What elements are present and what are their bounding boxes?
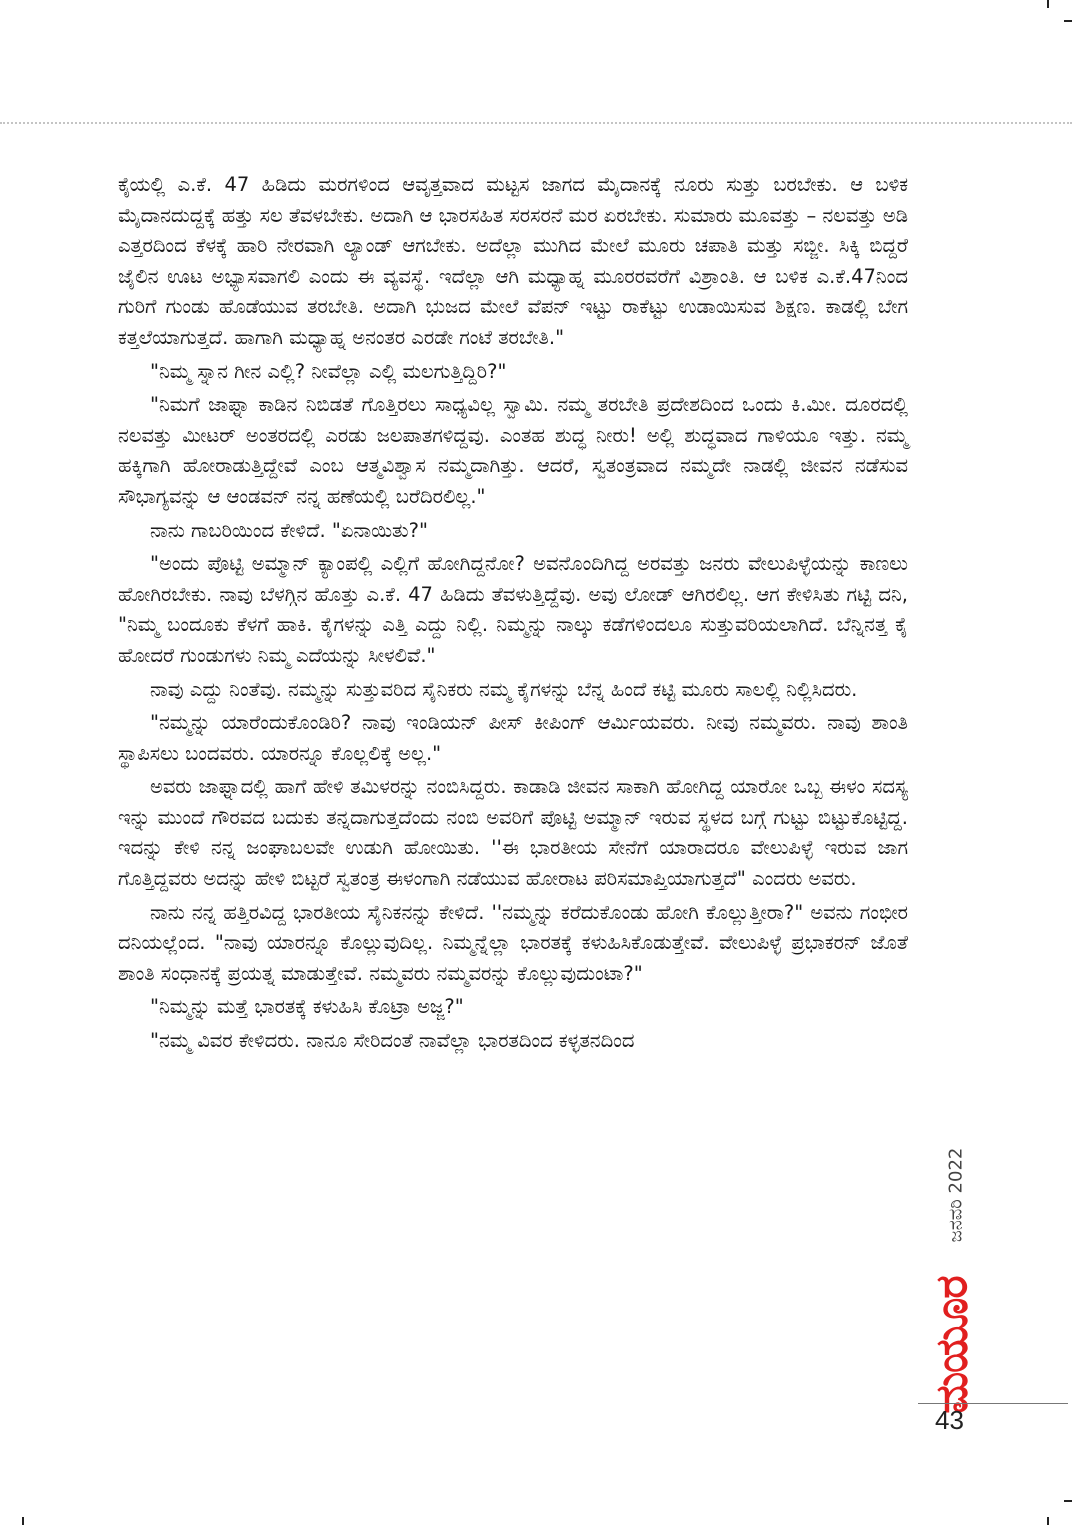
footer-rule — [918, 1403, 1068, 1404]
article-paragraph: "ನಮ್ಮ ವಿವರ ಕೇಳಿದರು. ನಾನೂ ಸೇರಿದಂತೆ ನಾವೆಲ್ಲಾ ಭಾರತದಿಂದ ಕಳ್ಳತನದಿಂದ — [150, 1029, 635, 1053]
magazine-logo-text: ಮಯೂರ — [926, 1276, 978, 1414]
crop-mark-bottom-left — [22, 1517, 24, 1525]
header-dotted-rule — [0, 122, 1072, 124]
article-paragraph: "ನಿಮ್ಮನ್ನು ಮತ್ತೆ ಭಾರತಕ್ಕೆ ಕಳುಹಿಸಿ ಕೊಟ್ರಾ ಅಜ್ಜ?" — [150, 995, 464, 1019]
article-paragraph: ನಾನು ಗಾಬರಿಯಿಂದ ಕೇಳಿದೆ. "ಏನಾಯಿತು?" — [150, 518, 428, 542]
article-paragraph: "ನಮ್ಮನ್ನು ಯಾರೆಂದುಕೊಂಡಿರಿ? ನಾವು ಇಂಡಿಯನ್ ಪೀಸ್ ಕೀಪಿಂಗ್ ಆರ್ಮಿಯವರು. ನೀವು ನಮ್ಮವರು. ನಾವು ಶಾಂತಿ ಸ್ಥಾಪಿಸಲು ಬಂದವರು. ಯಾರನ್ನೂ ಕೊಲ್ಲಲಿಕ್ಕೆ ಅಲ್ಲ." — [118, 711, 908, 765]
crop-mark-top-right — [1047, 0, 1049, 8]
article-body — [118, 170, 908, 1060]
page-number: 43 — [935, 1405, 964, 1435]
issue-date-text: ಜನವರಿ 2022 — [945, 1147, 967, 1243]
article-paragraph: "ನಿಮಗೆ ಜಾಫ್ನಾ ಕಾಡಿನ ನಿಬಿಡತೆ ಗೊತ್ತಿರಲು ಸಾಧ್ಯವಿಲ್ಲ ಸ್ವಾಮಿ. ನಮ್ಮ ತರಬೇತಿ ಪ್ರದೇಶದಿಂದ ಒಂದು ಕಿ.ಮೀ. ದೂರದಲ್ಲಿ ನಲವತ್ತು ಮೀಟರ್ ಅಂತರದಲ್ಲಿ ಎರಡು ಜಲಪಾತಗಳಿದ್ದವು. ಎಂತಹ ಶುದ್ಧ ನೀರು! ಅಲ್ಲಿ ಶುದ್ಧವಾದ ಗಾಳಿಯೂ ಇತ್ತು. ನಮ್ಮ ಹಕ್ಕಿಗಾಗಿ ಹೋರಾಡುತ್ತಿದ್ದೇವೆ ಎಂಬ ಆತ್ಮವಿಶ್ವಾಸ ನಮ್ಮದಾಗಿತ್ತು. ಆದರೆ, ಸ್ವತಂತ್ರವಾದ ನಮ್ಮದೇ ನಾಡಲ್ಲಿ ಜೀವನ ನಡೆಸುವ ಸೌಭಾಗ್ಯವನ್ನು ಆ ಆಂಡವನ್ ನನ್ನ ಹಣೆಯಲ್ಲಿ ಬರೆದಿರಲಿಲ್ಲ." — [118, 393, 908, 508]
article-paragraph: "ಅಂದು ಪೊಟ್ಟಿ ಅಮ್ಮಾನ್ ಕ್ಯಾಂಪಲ್ಲಿ ಎಲ್ಲಿಗೆ ಹೋಗಿದ್ದನೋ? ಅವನೊಂದಿಗಿದ್ದ ಅರವತ್ತು ಜನರು ವೇಲುಪಿಳ್ಳೆಯನ್ನು ಕಾಣಲು ಹೋಗಿರಬೇಕು. ನಾವು ಬೆಳಗ್ಗಿನ ಹೊತ್ತು ಎ.ಕೆ. 47 ಹಿಡಿದು ತೆವಳುತ್ತಿದ್ದೆವು. ಅವು ಲೋಡ್ ಆಗಿರಲಿಲ್ಲ. ಆಗ ಕೇಳಿಸಿತು ಗಟ್ಟಿ ದನಿ, "ನಿಮ್ಮ ಬಂದೂಕು ಕೆಳಗೆ ಹಾಕಿ. ಕೈಗಳನ್ನು ಎತ್ತಿ ಎದ್ದು ನಿಲ್ಲಿ. ನಿಮ್ಮನ್ನು ನಾಲ್ಕು ಕಡೆಗಳಿಂದಲೂ ಸುತ್ತುವರಿಯಲಾಗಿದೆ. ಬೆನ್ನಿನತ್ತ ಕೈ ಹೋದರೆ ಗುಂಡುಗಳು ನಿಮ್ಮ ಎದೆಯನ್ನು ಸೀಳಲಿವೆ." — [118, 552, 908, 667]
article-paragraph: ನಾನು ನನ್ನ ಹತ್ತಿರವಿದ್ದ ಭಾರತೀಯ ಸೈನಿಕನನ್ನು ಕೇಳಿದೆ. ''ನಮ್ಮನ್ನು ಕರೆದುಕೊಂಡು ಹೋಗಿ ಕೊಲ್ಲುತ್ತೀರಾ?" ಅವನು ಗಂಭೀರ ದನಿಯಲ್ಲೆಂದ. "ನಾವು ಯಾರನ್ನೂ ಕೊಲ್ಲುವುದಿಲ್ಲ. ನಿಮ್ಮನ್ನೆಲ್ಲಾ ಭಾರತಕ್ಕೆ ಕಳುಹಿಸಿಕೊಡುತ್ತೇವೆ. ವೇಲುಪಿಳ್ಳೆ ಪ್ರಭಾಕರನ್ ಜೊತೆ ಶಾಂತಿ ಸಂಧಾನಕ್ಕೆ ಪ್ರಯತ್ನ ಮಾಡುತ್ತೇವೆ. ನಮ್ಮವರು ನಮ್ಮವರನ್ನು ಕೊಲ್ಲುವುದುಂಟಾ?" — [118, 900, 908, 985]
crop-mark-right-upper — [1064, 20, 1072, 22]
article-paragraph: ಅವರು ಜಾಫ್ನಾದಲ್ಲಿ ಹಾಗೆ ಹೇಳಿ ತಮಿಳರನ್ನು ನಂಬಿಸಿದ್ದರು. ಕಾಡಾಡಿ ಜೀವನ ಸಾಕಾಗಿ ಹೋಗಿದ್ದ ಯಾರೋ ಒಬ್ಬ ಈಳಂ ಸದಸ್ಯ ಇನ್ನು ಮುಂದೆ ಗೌರವದ ಬದುಕು ತನ್ನದಾಗುತ್ತದೆಂದು ನಂಬಿ ಅವರಿಗೆ ಪೊಟ್ಟಿ ಅಮ್ಮಾನ್ ಇರುವ ಸ್ಥಳದ ಬಗ್ಗೆ ಗುಟ್ಟು ಬಿಟ್ಟುಕೊಟ್ಟಿದ್ದ. ಇದನ್ನು ಕೇಳಿ ನನ್ನ ಜಂಘಾಬಲವೇ ಉಡುಗಿ ಹೋಯಿತು. ''ಈ ಭಾರತೀಯ ಸೇನೆಗೆ ಯಾರಾದರೂ ವೇಲುಪಿಳ್ಳೆ ಇರುವ ಜಾಗ ಗೊತ್ತಿದ್ದವರು ಅದನ್ನು ಹೇಳಿ ಬಿಟ್ಟರೆ ಸ್ವತಂತ್ರ ಈಳಂಗಾಗಿ ನಡೆಯುವ ಹೋರಾಟ ಪರಿಸಮಾಪ್ತಿಯಾಗುತ್ತದೆ" ಎಂದರು ಅವರು. — [118, 775, 908, 891]
issue-date — [945, 1105, 967, 1285]
crop-mark-right-lower — [1064, 1500, 1072, 1502]
article-paragraph: ಕೈಯಲ್ಲಿ ಎ.ಕೆ. 47 ಹಿಡಿದು ಮರಗಳಿಂದ ಆವೃತ್ತವಾದ ಮಟ್ಟಸ ಜಾಗದ ಮೈದಾನಕ್ಕೆ ನೂರು ಸುತ್ತು ಬರಬೇಕು. ಆ ಬಳಿಕ ಮೈದಾನದುದ್ದಕ್ಕೆ ಹತ್ತು ಸಲ ತೆವಳಬೇಕು. ಅದಾಗಿ ಆ ಭಾರಸಹಿತ ಸರಸರನೆ ಮರ ಏರಬೇಕು. ಸುಮಾರು ಮೂವತ್ತು – ನಲವತ್ತು ಅಡಿ ಎತ್ತರದಿಂದ ಕೆಳಕ್ಕೆ ಹಾರಿ ನೇರವಾಗಿ ಲ್ಯಾಂಡ್ ಆಗಬೇಕು. ಅದೆಲ್ಲಾ ಮುಗಿದ ಮೇಲೆ ಮೂರು ಚಪಾತಿ ಮತ್ತು ಸಬ್ಜೀ. ಸಿಕ್ಕಿ ಬಿದ್ದರೆ ಜೈಲಿನ ಊಟ ಅಭ್ಯಾಸವಾಗಲಿ ಎಂದು ಈ ವ್ಯವಸ್ಥೆ. ಇದೆಲ್ಲಾ ಆಗಿ ಮಧ್ಯಾಹ್ನ ಮೂರರವರೆಗೆ ವಿಶ್ರಾಂತಿ. ಆ ಬಳಿಕ ಎ.ಕೆ.47ನಿಂದ ಗುರಿಗೆ ಗುಂಡು ಹೊಡೆಯುವ ತರಬೇತಿ. ಅದಾಗಿ ಭುಜದ ಮೇಲೆ ವೆಪನ್ ಇಟ್ಟು ರಾಕೆಟ್ಟು ಉಡಾಯಿಸುವ ಶಿಕ್ಷಣ. ಕಾಡಲ್ಲಿ ಬೇಗ ಕತ್ತಲೆಯಾಗುತ್ತದೆ. ಹಾಗಾಗಿ ಮಧ್ಯಾಹ್ನ ಅನಂತರ ಎರಡೇ ಗಂಟೆ ತರಬೇತಿ." — [118, 173, 908, 349]
magazine-logo — [926, 1276, 978, 1414]
article-paragraph: ನಾವು ಎದ್ದು ನಿಂತೆವು. ನಮ್ಮನ್ನು ಸುತ್ತುವರಿದ ಸೈನಿಕರು ನಮ್ಮ ಕೈಗಳನ್ನು ಬೆನ್ನ ಹಿಂದೆ ಕಟ್ಟಿ ಮೂರು ಸಾಲಲ್ಲಿ ನಿಲ್ಲಿಸಿದರು. — [150, 677, 858, 701]
article-paragraph: "ನಿಮ್ಮ ಸ್ನಾನ ಗೀನ ಎಲ್ಲಿ? ನೀವೆಲ್ಲಾ ಎಲ್ಲಿ ಮಲಗುತ್ತಿದ್ದಿರಿ?" — [150, 359, 507, 383]
crop-mark-bottom-right — [1047, 1517, 1049, 1525]
